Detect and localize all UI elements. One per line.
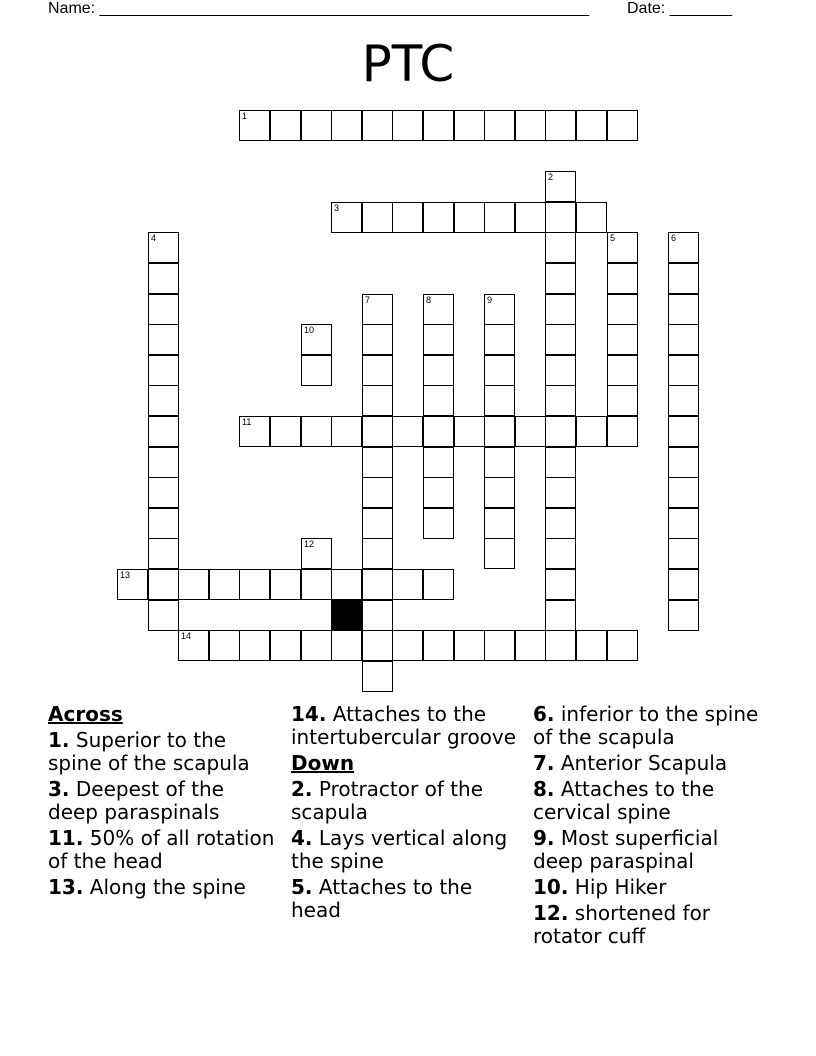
clue-column-3 [533, 703, 768, 951]
clue-number: 13 [120, 570, 131, 580]
grid-cell[interactable] [148, 355, 179, 386]
grid-cell[interactable] [423, 477, 454, 508]
grid-cell[interactable] [331, 569, 362, 600]
grid-cell[interactable] [423, 202, 454, 233]
grid-cell[interactable] [545, 600, 576, 631]
grid-cell[interactable] [545, 202, 576, 233]
clue-column-2 [291, 703, 521, 925]
grid-cell[interactable] [484, 110, 515, 141]
grid-cell[interactable] [668, 416, 699, 447]
grid-cell[interactable] [301, 110, 332, 141]
grid-cell[interactable] [515, 416, 546, 447]
grid-cell[interactable] [362, 600, 393, 631]
grid-cell[interactable] [607, 630, 638, 661]
grid-cell[interactable] [545, 416, 576, 447]
down-clue: 8. Attaches to the cervical spine [533, 777, 715, 824]
grid-cell[interactable] [484, 416, 515, 447]
grid-cell[interactable] [301, 355, 332, 386]
grid-cell[interactable] [668, 447, 699, 478]
across-clue: 14. Attaches to the intertubercular groove [291, 702, 517, 749]
page-title: PTC [361, 35, 455, 93]
grid-cell[interactable] [423, 630, 454, 661]
grid-cell[interactable] [392, 630, 423, 661]
grid-cell[interactable] [209, 569, 240, 600]
across-clue: 11. 50% of all rotation of the head [48, 826, 275, 873]
down-clue: 7. Anterior Scapula [533, 751, 728, 775]
grid-cell[interactable] [392, 569, 423, 600]
grid-cell[interactable] [607, 263, 638, 294]
clue-number: 2 [548, 172, 554, 182]
down-clue: 4. Lays vertical along the spine [291, 826, 508, 873]
grid-cell[interactable] [362, 477, 393, 508]
grid-cell[interactable] [576, 110, 607, 141]
grid-cell[interactable] [423, 324, 454, 355]
grid-cell[interactable] [515, 110, 546, 141]
grid-cell[interactable] [545, 630, 576, 661]
clue-number: 14 [181, 631, 192, 641]
grid-cell[interactable] [362, 569, 393, 600]
grid-cell[interactable] [668, 385, 699, 416]
down-clue: 6. inferior to the spine of the scapula [533, 702, 759, 749]
clue-number: 4 [151, 233, 157, 243]
grid-cell[interactable] [484, 385, 515, 416]
clue-number: 10 [304, 325, 315, 335]
grid-cell[interactable] [423, 355, 454, 386]
grid-cell[interactable] [484, 202, 515, 233]
grid-cell[interactable] [545, 447, 576, 478]
grid-cell[interactable] [545, 324, 576, 355]
grid-cell[interactable] [148, 477, 179, 508]
grid-cell[interactable] [545, 171, 576, 202]
grid-cell[interactable] [331, 630, 362, 661]
grid-cell[interactable] [362, 385, 393, 416]
grid-cell[interactable] [668, 324, 699, 355]
grid-cell[interactable] [239, 569, 270, 600]
grid-cell[interactable] [484, 324, 515, 355]
grid-cell[interactable] [423, 294, 454, 325]
grid-cell[interactable] [607, 355, 638, 386]
clue-number: 11 [242, 417, 252, 427]
grid-cell[interactable] [301, 630, 332, 661]
clue-number: 3 [334, 203, 340, 213]
grid-cell[interactable] [362, 630, 393, 661]
grid-cell[interactable] [209, 630, 240, 661]
grid-cell[interactable] [239, 416, 270, 447]
clue-column-1 [48, 703, 278, 902]
grid-cell[interactable] [545, 385, 576, 416]
grid-cell[interactable] [148, 600, 179, 631]
grid-cell[interactable] [576, 416, 607, 447]
grid-cell[interactable] [423, 416, 454, 447]
down-clue: 5. Attaches to the head [291, 875, 473, 922]
grid-cell[interactable] [331, 202, 362, 233]
grid-cell[interactable] [423, 569, 454, 600]
grid-cell[interactable] [545, 477, 576, 508]
grid-cell[interactable] [148, 232, 179, 263]
grid-cell[interactable] [576, 202, 607, 233]
down-clue: 9. Most superficial deep paraspinal [533, 826, 719, 873]
grid-cell[interactable] [515, 630, 546, 661]
grid-cell[interactable] [607, 385, 638, 416]
grid-cell[interactable] [270, 630, 301, 661]
grid-cell[interactable] [362, 202, 393, 233]
grid-cell[interactable] [668, 600, 699, 631]
grid-cell[interactable] [362, 416, 393, 447]
grid-cell[interactable] [270, 569, 301, 600]
clue-number: 7 [365, 295, 371, 305]
grid-cell[interactable] [362, 661, 393, 692]
grid-cell[interactable] [545, 110, 576, 141]
grid-cell[interactable] [148, 538, 179, 569]
down-heading: Down [291, 751, 355, 775]
grid-cell[interactable] [392, 202, 423, 233]
grid-cell[interactable] [239, 630, 270, 661]
grid-cell[interactable] [454, 630, 485, 661]
grid-cell[interactable] [607, 232, 638, 263]
grid-cell[interactable] [362, 355, 393, 386]
grid-cell[interactable] [484, 294, 515, 325]
grid-cell[interactable] [668, 477, 699, 508]
grid-cell[interactable] [668, 294, 699, 325]
shaded-cell [331, 600, 362, 631]
grid-cell[interactable] [178, 569, 209, 600]
grid-cell[interactable] [270, 416, 301, 447]
grid-cell[interactable] [301, 324, 332, 355]
grid-cell[interactable] [484, 355, 515, 386]
grid-cell[interactable] [148, 569, 179, 600]
clue-number: 5 [610, 233, 616, 243]
across-heading: Across [48, 702, 123, 726]
grid-cell[interactable] [484, 447, 515, 478]
clue-number: 6 [671, 233, 677, 243]
grid-cell[interactable] [668, 263, 699, 294]
grid-cell[interactable] [454, 202, 485, 233]
grid-cell[interactable] [362, 508, 393, 539]
clue-number: 12 [304, 539, 315, 549]
down-clue: 10. Hip Hiker [533, 875, 667, 899]
grid-cell[interactable] [392, 110, 423, 141]
grid-cell[interactable] [148, 324, 179, 355]
grid-cell[interactable] [607, 110, 638, 141]
down-clue: 2. Protractor of the scapula [291, 777, 484, 824]
grid-cell[interactable] [668, 508, 699, 539]
grid-cell[interactable] [117, 569, 148, 600]
across-clue: 13. Along the spine [48, 875, 246, 899]
grid-cell[interactable] [148, 447, 179, 478]
grid-cell[interactable] [545, 538, 576, 569]
grid-cell[interactable] [515, 202, 546, 233]
grid-cell[interactable] [668, 355, 699, 386]
grid-cell[interactable] [545, 263, 576, 294]
grid-cell[interactable] [668, 232, 699, 263]
grid-cell[interactable] [362, 294, 393, 325]
grid-cell[interactable] [607, 294, 638, 325]
grid-cell[interactable] [362, 110, 393, 141]
date-field-label: Date: _______ [627, 0, 732, 17]
grid-cell[interactable] [423, 447, 454, 478]
across-clue: 1. Superior to the spine of the scapula [48, 728, 250, 775]
down-clue: 12. shortened for rotator cuff [533, 901, 711, 948]
grid-cell[interactable] [331, 110, 362, 141]
grid-cell[interactable] [545, 355, 576, 386]
grid-cell[interactable] [545, 232, 576, 263]
grid-cell[interactable] [270, 110, 301, 141]
grid-cell[interactable] [331, 416, 362, 447]
grid-cell[interactable] [239, 110, 270, 141]
grid-cell[interactable] [301, 569, 332, 600]
grid-cell[interactable] [607, 324, 638, 355]
grid-cell[interactable] [148, 294, 179, 325]
clue-number: 8 [426, 295, 432, 305]
grid-cell[interactable] [148, 263, 179, 294]
grid-cell[interactable] [362, 447, 393, 478]
grid-cell[interactable] [423, 110, 454, 141]
grid-cell[interactable] [545, 294, 576, 325]
grid-cell[interactable] [454, 416, 485, 447]
grid-cell[interactable] [484, 508, 515, 539]
grid-cell[interactable] [178, 630, 209, 661]
grid-cell[interactable] [362, 538, 393, 569]
grid-cell[interactable] [668, 569, 699, 600]
grid-cell[interactable] [301, 416, 332, 447]
name-field-label: Name: _______________________________________________________ [48, 0, 589, 17]
grid-cell[interactable] [392, 416, 423, 447]
grid-cell[interactable] [148, 416, 179, 447]
grid-cell[interactable] [301, 538, 332, 569]
grid-cell[interactable] [423, 508, 454, 539]
across-clue: 3. Deepest of the deep paraspinals [48, 777, 224, 824]
grid-cell[interactable] [148, 508, 179, 539]
grid-cell[interactable] [484, 477, 515, 508]
grid-cell[interactable] [423, 385, 454, 416]
grid-cell[interactable] [484, 630, 515, 661]
grid-cell[interactable] [576, 630, 607, 661]
grid-cell[interactable] [545, 508, 576, 539]
clue-number: 1 [242, 111, 248, 121]
grid-cell[interactable] [362, 324, 393, 355]
grid-cell[interactable] [668, 538, 699, 569]
grid-cell[interactable] [607, 416, 638, 447]
grid-cell[interactable] [148, 385, 179, 416]
grid-cell[interactable] [545, 569, 576, 600]
grid-cell[interactable] [454, 110, 485, 141]
grid-cell[interactable] [484, 538, 515, 569]
clue-number: 9 [487, 295, 493, 305]
